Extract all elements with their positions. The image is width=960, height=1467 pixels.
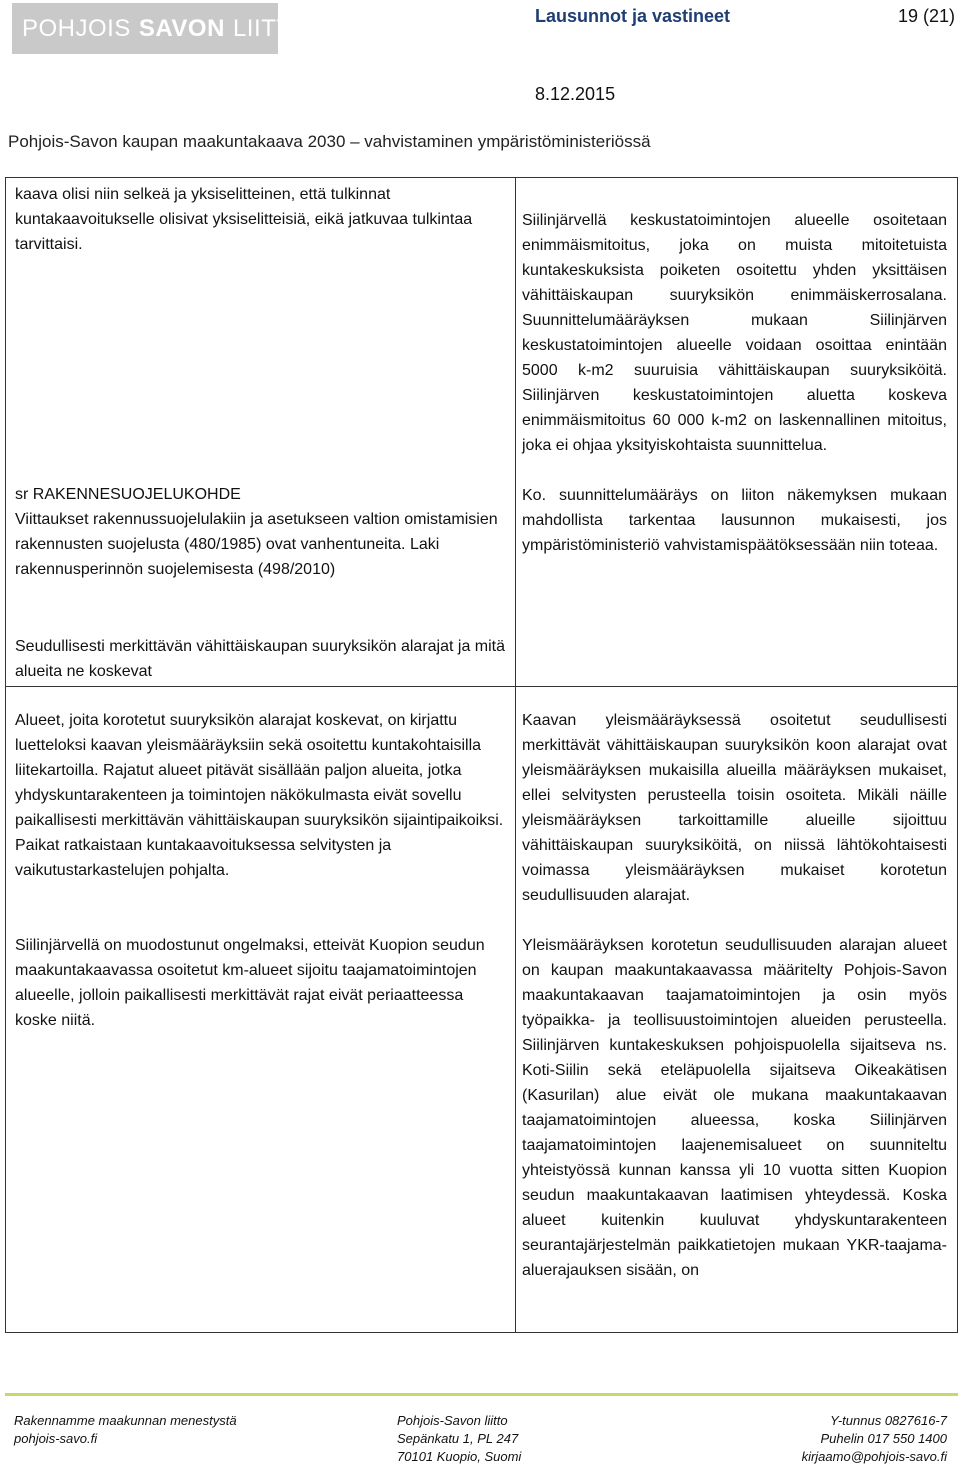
footer-column-slogan bbox=[14, 1412, 237, 1448]
row2-statement-cell bbox=[15, 708, 505, 1033]
statement-paragraph: Alueet, joita korotetut suuryksikön alarajat koskevat, on kirjattu luetteloksi kaavan yleismääräyksiin sekä osoitettu kuntakohtaisilla liitekartoilla. Rajatut alueet pitävät sisällään paljon alueita, jotka yhdyskuntarakenteen ja toimintojen näkökulmasta eivät sovellu paikallisesti merkittävän vähittäiskaupan suuryksikön sijaintipaikoiksi. Paikat ratkaistaan kuntakaavoituksessa selvitysten ja vaikutustarkastelujen pohjalta. bbox=[15, 712, 504, 879]
organization-logo bbox=[12, 3, 311, 54]
statement-paragraph: Siilinjärvellä on muodostunut ongelmaksi, etteivät Kuopion seudun maakuntakaavassa osoitetut km-alueet sijoitu taajamatoimintojen alueelle, jolloin paikallisesti merkittävät rajat eivät periaatteessa koske niitä. bbox=[15, 937, 485, 1029]
logo-text-liitto: LIITTO bbox=[232, 14, 311, 42]
footer-column-address bbox=[397, 1412, 521, 1466]
page-number: 19 (21) bbox=[898, 6, 956, 26]
footer-slogan: Rakennamme maakunnan menestystä bbox=[14, 1413, 237, 1428]
footer-street: Sepänkatu 1, PL 247 bbox=[397, 1431, 519, 1446]
statement-heading: Seudullisesti merkittävän vähittäiskaupan suuryksikön alarajat ja mitä alueita ne koskevat bbox=[15, 638, 506, 680]
row1-statement-cell bbox=[15, 182, 505, 257]
statement-heading: sr RAKENNESUOJELUKOHDE bbox=[15, 486, 241, 503]
footer-phone: Puhelin 017 550 1400 bbox=[820, 1431, 947, 1446]
row2-statement-heading bbox=[15, 634, 505, 684]
row1-response-cell bbox=[522, 208, 947, 558]
statement-paragraph: Viittaukset rakennussuojelulakiin ja asetukseen valtion omistamisien rakennusten suojelusta (480/1985) ovat vanhentuneita. Laki rakennusperinnön suojelemisesta (498/2010) bbox=[15, 511, 498, 578]
document-title: Pohjois-Savon kaupan maakuntakaava 2030 – vahvistaminen ympäristöministeriössä bbox=[8, 132, 651, 151]
footer-rule bbox=[5, 1393, 958, 1396]
section-title: Lausunnot ja vastineet bbox=[535, 6, 731, 26]
footer-column-contact bbox=[773, 1412, 947, 1466]
logo-text-pohjois: POHJOIS bbox=[22, 14, 131, 42]
response-paragraph: Siilinjärvellä keskustatoimintojen alueelle osoitetaan enimmäismitoitus, joka on muista mitoitetuista kuntakeskuksista poiketen osoitettu yhden yksittäisen vähittäiskaupan suuryksikön enimmäiskerrosalana. Suunnittelumääräyksen mukaan Siilinjärven keskustatoimintojen alueelle voidaan osoittaa enintään 5000 k-m2 suuruisia vähittäiskaupan suuryksiköitä. Siilinjärven keskustatoimintojen aluetta koskeva enimmäismitoitus 60 000 k-m2 on laskennallinen mitoitus, joka ei ohjaa yksityiskohtaista suunnittelua. bbox=[522, 212, 947, 454]
response-paragraph: Yleismääräyksen korotetun seudullisuuden alarajan alueet on kaupan maakuntakaavassa määritelty Pohjois-Savon maakuntakaavan taajamatoimintojen ja osin myös työpaikka- ja teollisuustoimintojen alueiden perusteella. Siilinjärven kuntakeskuksen pohjoispuolella sijaitseva ns. Koti-Siilin sekä eteläpuolella sijaitseva Oikeakätisen (Kasurilan) alue eivät ole mukana maakuntakaavan taajamatoimintojen alueessa, koska Siilinjärven taajamatoimintojen laajenemisalueet on suunniteltu yhteistyössä kunnan kanssa yli 10 vuotta sitten Kuopion seudun maakuntakaavan laatimisen yhteydessä. Koska alueet kuitenkin kuuluvat yhdyskuntarakenteen seurantajärjestelmän paikkatietojen mukaan YKR-taajama-aluerajauksen sisään, on bbox=[522, 937, 947, 1279]
footer-business-id: Y-tunnus 0827616-7 bbox=[830, 1413, 947, 1428]
response-paragraph: Ko. suunnittelumääräys on liiton näkemyksen mukaan mahdollista tarkentaa lausunnon mukaisesti, jos ympäristöministeriö vahvistamispäätöksessään niin toteaa. bbox=[522, 487, 947, 554]
row1-statement-cell-2 bbox=[15, 482, 505, 582]
footer-city: 70101 Kuopio, Suomi bbox=[397, 1449, 522, 1464]
footer-email: kirjaamo@pohjois-savo.fi bbox=[801, 1449, 947, 1464]
table-row-divider bbox=[5, 686, 958, 687]
document-date: 8.12.2015 bbox=[535, 84, 616, 104]
logo-text-savon: SAVON bbox=[138, 14, 225, 42]
row2-response-cell bbox=[522, 708, 947, 1283]
footer-website: pohjois-savo.fi bbox=[14, 1431, 98, 1446]
table-column-divider bbox=[515, 177, 516, 1333]
footer-org-name: Pohjois-Savon liitto bbox=[397, 1413, 508, 1428]
response-paragraph: Kaavan yleismääräyksessä osoitetut seudullisesti merkittävät vähittäiskaupan suuryksikön koon alarajat ovat yleismääräyksen mukaisilla alueilla määräyksen mukaiset, ellei selvitysten perusteella toisin osoiteta. Mikäli näille yleismääräyksen tarkoittamille alueille sijoittuu vähittäiskaupan suuryksiköitä, on niissä lähtökohtaisesti voimassa yleismääräyksen mukaiset korotetun seudullisuuden alarajat. bbox=[522, 712, 947, 904]
statement-paragraph: kaava olisi niin selkeä ja yksiselitteinen, että tulkinnat kuntakaavoitukselle olisivat yksiselitteisiä, eikä jatkuvaa tulkintaa tarvittaisi. bbox=[15, 186, 473, 253]
